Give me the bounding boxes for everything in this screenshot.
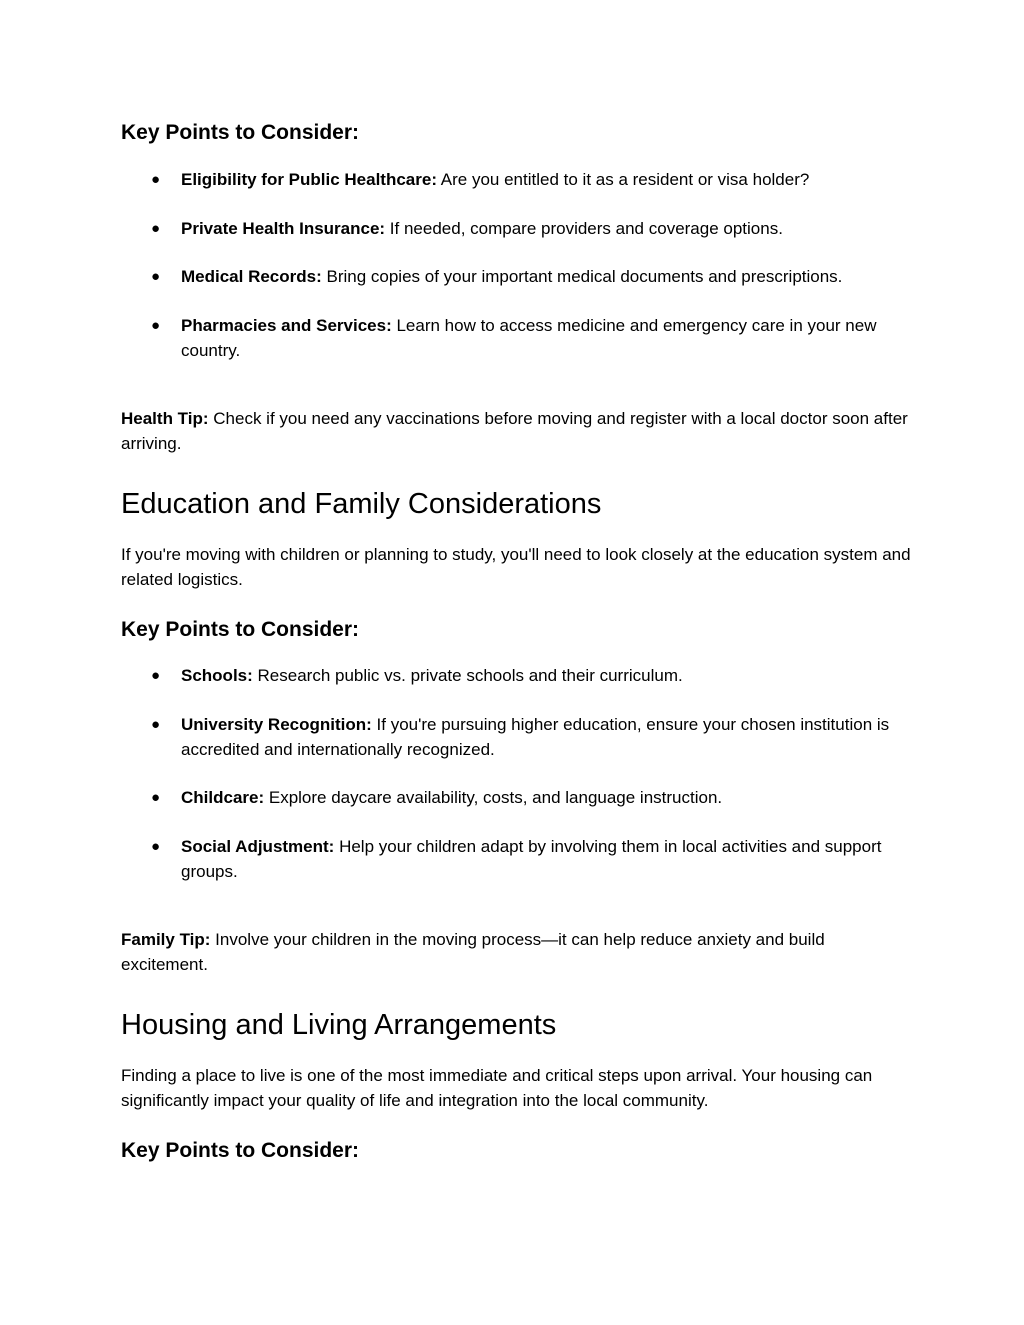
list-item: [151, 835, 911, 884]
bullet-term: Childcare:: [181, 788, 265, 807]
bullet-term: Social Adjustment:: [181, 837, 335, 856]
health-tip: [121, 407, 911, 456]
bullet-term: Pharmacies and Services:: [181, 316, 392, 335]
key-points-heading: Key Points to Consider:: [121, 121, 360, 144]
bullet-icon: ●: [151, 667, 161, 684]
bullet-icon: ●: [151, 317, 161, 334]
list-item: [151, 713, 911, 762]
bullet-text: If you're pursuing higher education, ensure your chosen institution is accredited and internationally recognized.: [181, 715, 890, 759]
section-intro: If you're moving with children or planning to study, you'll need to look closely at the education system and related logistics.: [121, 545, 911, 589]
list-item: [151, 217, 911, 242]
bullet-text: Help your children adapt by involving them in local activities and support groups.: [181, 837, 882, 881]
bullet-term: Schools:: [181, 666, 253, 685]
tip-label: Family Tip:: [121, 930, 211, 949]
tip-text: Check if you need any vaccinations before moving and register with a local doctor soon after arriving.: [121, 409, 908, 453]
bullet-term: University Recognition:: [181, 715, 372, 734]
key-points-heading: Key Points to Consider:: [121, 618, 360, 641]
bullet-text: Learn how to access medicine and emergency care in your new country.: [181, 316, 877, 360]
bullet-icon: ●: [151, 716, 161, 733]
key-points-heading: Key Points to Consider:: [121, 1139, 360, 1162]
list-item: [151, 265, 911, 290]
bullet-term: Eligibility for Public Healthcare:: [181, 170, 437, 189]
bullet-icon: ●: [151, 268, 161, 285]
bullet-icon: ●: [151, 789, 161, 806]
bullet-text: Explore daycare availability, costs, and language instruction.: [264, 788, 723, 807]
bullet-icon: ●: [151, 220, 161, 237]
family-tip: [121, 928, 911, 977]
bullet-icon: ●: [151, 171, 161, 188]
bullet-term: Private Health Insurance:: [181, 219, 386, 238]
tip-text: Involve your children in the moving process—it can help reduce anxiety and build excitement.: [121, 930, 825, 974]
bullet-text: Are you entitled to it as a resident or visa holder?: [437, 170, 810, 189]
section-intro: Finding a place to live is one of the most immediate and critical steps upon arrival. Your housing can significantly impact your quality of life and integration into the local community.: [121, 1066, 873, 1110]
list-item: [151, 786, 911, 811]
section-title: Housing and Living Arrangements: [121, 1009, 557, 1041]
bullet-term: Medical Records:: [181, 267, 322, 286]
bullet-text: Bring copies of your important medical documents and prescriptions.: [321, 267, 843, 286]
list-item: [151, 168, 911, 193]
tip-label: Health Tip:: [121, 409, 209, 428]
list-item: [151, 314, 911, 363]
bullet-text: Research public vs. private schools and their curriculum.: [252, 666, 683, 685]
section-title: Education and Family Considerations: [121, 488, 602, 520]
list-item: [151, 664, 911, 689]
bullet-icon: ●: [151, 838, 161, 855]
bullet-text: If needed, compare providers and coverage options.: [385, 219, 783, 238]
